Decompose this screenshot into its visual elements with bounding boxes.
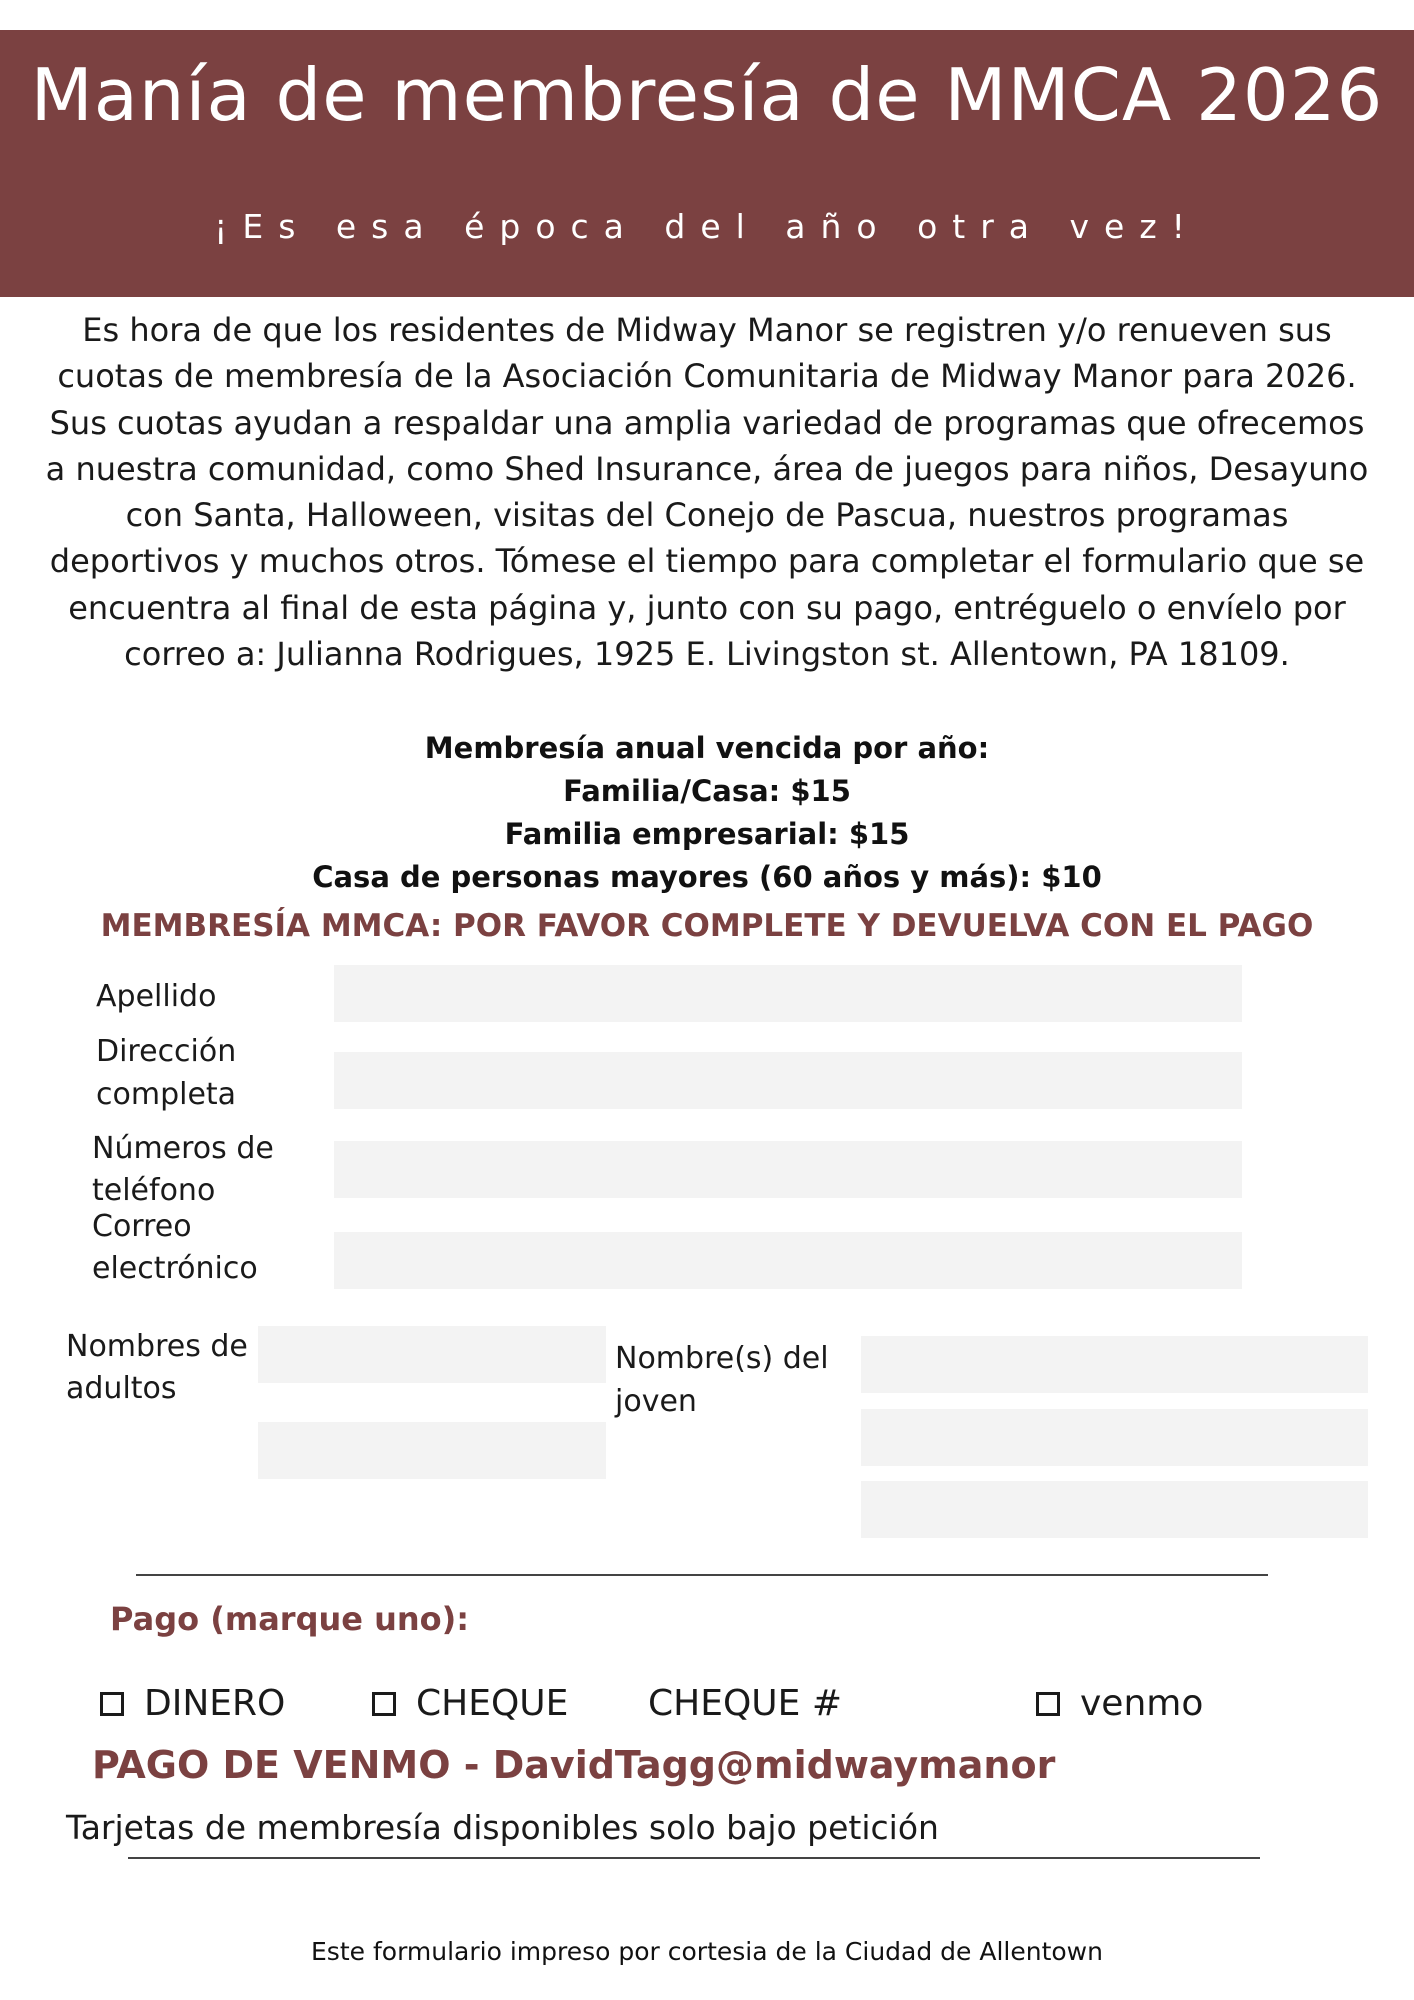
venmo-checkbox[interactable] bbox=[1036, 1692, 1060, 1716]
payment-option-venmo[interactable] bbox=[1036, 1680, 1203, 1728]
address-label-line2: completa bbox=[96, 1077, 237, 1112]
page-title: Manía de membresía de MMCA 2026 bbox=[30, 53, 1384, 137]
fees-heading: Membresía anual vencida por año: bbox=[424, 731, 990, 765]
payment-option-check[interactable] bbox=[372, 1680, 568, 1728]
fee-business: Familia empresarial: $15 bbox=[504, 817, 910, 851]
address-label-line1: Dirección bbox=[96, 1034, 237, 1069]
adult-name-input-1[interactable] bbox=[258, 1326, 606, 1383]
check-number-field[interactable] bbox=[648, 1680, 842, 1728]
venmo-label: venmo bbox=[1080, 1683, 1204, 1724]
youth-name-input-3[interactable] bbox=[861, 1481, 1368, 1538]
email-label-line2: electrónico bbox=[92, 1251, 258, 1286]
cash-checkbox[interactable] bbox=[100, 1692, 124, 1716]
check-checkbox[interactable] bbox=[372, 1692, 396, 1716]
last-name-label: Apellido bbox=[96, 979, 217, 1014]
last-name-input[interactable] bbox=[334, 965, 1242, 1022]
phone-input[interactable] bbox=[334, 1141, 1242, 1198]
adults-label-line2: adultos bbox=[66, 1371, 177, 1406]
form-heading: MEMBRESÍA MMCA: POR FAVOR COMPLETE Y DEVUELVA CON EL PAGO bbox=[100, 908, 1314, 944]
youth-label-line1: Nombre(s) del bbox=[615, 1341, 829, 1376]
divider-top bbox=[136, 1574, 1268, 1576]
payment-heading: Pago (marque uno): bbox=[110, 1600, 470, 1638]
adults-label-line1: Nombres de bbox=[66, 1329, 248, 1364]
phone-label-line1: Números de bbox=[92, 1131, 274, 1166]
youth-name-input-2[interactable] bbox=[861, 1409, 1368, 1466]
youth-name-input-1[interactable] bbox=[861, 1336, 1368, 1393]
intro-paragraph: Es hora de que los residentes de Midway Manor se registren y/o renueven sus cuotas de membresía de la Asociación Comunitaria de Midway Manor para 2026. Sus cuotas ayudan a respaldar una amplia variedad de programas que ofrecemos a nuestra comunidad, como Shed Insurance, área de juegos para niños, Desayuno con Santa, Halloween, visitas del Conejo de Pascua, nuestros programas deportivos y muchos otros. Tómese el tiempo para completar el formulario que se encuentra al final de esta página y, junto con su pago, entréguelo o envíelo por correo a: Julianna Rodrigues, 1925 E. Livingston st. Allentown, PA 18109. bbox=[45, 311, 1369, 674]
payment-option-cash[interactable] bbox=[100, 1680, 285, 1728]
cash-label: DINERO bbox=[144, 1683, 286, 1724]
email-input[interactable] bbox=[334, 1232, 1242, 1289]
check-number-label: CHEQUE # bbox=[648, 1683, 842, 1724]
footer-note: Este formulario impreso por cortesia de la Ciudad de Allentown bbox=[311, 1937, 1103, 1966]
fee-family: Familia/Casa: $15 bbox=[563, 774, 851, 808]
membership-cards-note: Tarjetas de membresía disponibles solo bajo petición bbox=[66, 1808, 939, 1847]
address-input[interactable] bbox=[334, 1052, 1242, 1109]
divider-bottom bbox=[128, 1857, 1260, 1859]
phone-label-line2: teléfono bbox=[92, 1173, 216, 1208]
venmo-payment-info: PAGO DE VENMO - DavidTagg@midwaymanor bbox=[92, 1743, 1056, 1787]
fee-senior: Casa de personas mayores (60 años y más): $10 bbox=[312, 860, 1102, 894]
check-label: CHEQUE bbox=[416, 1683, 569, 1724]
page-subtitle: ¡Es esa época del año otra vez! bbox=[214, 207, 1200, 246]
youth-label-line2: joven bbox=[615, 1384, 697, 1419]
email-label-line1: Correo bbox=[92, 1209, 192, 1244]
adult-name-input-2[interactable] bbox=[258, 1422, 606, 1479]
